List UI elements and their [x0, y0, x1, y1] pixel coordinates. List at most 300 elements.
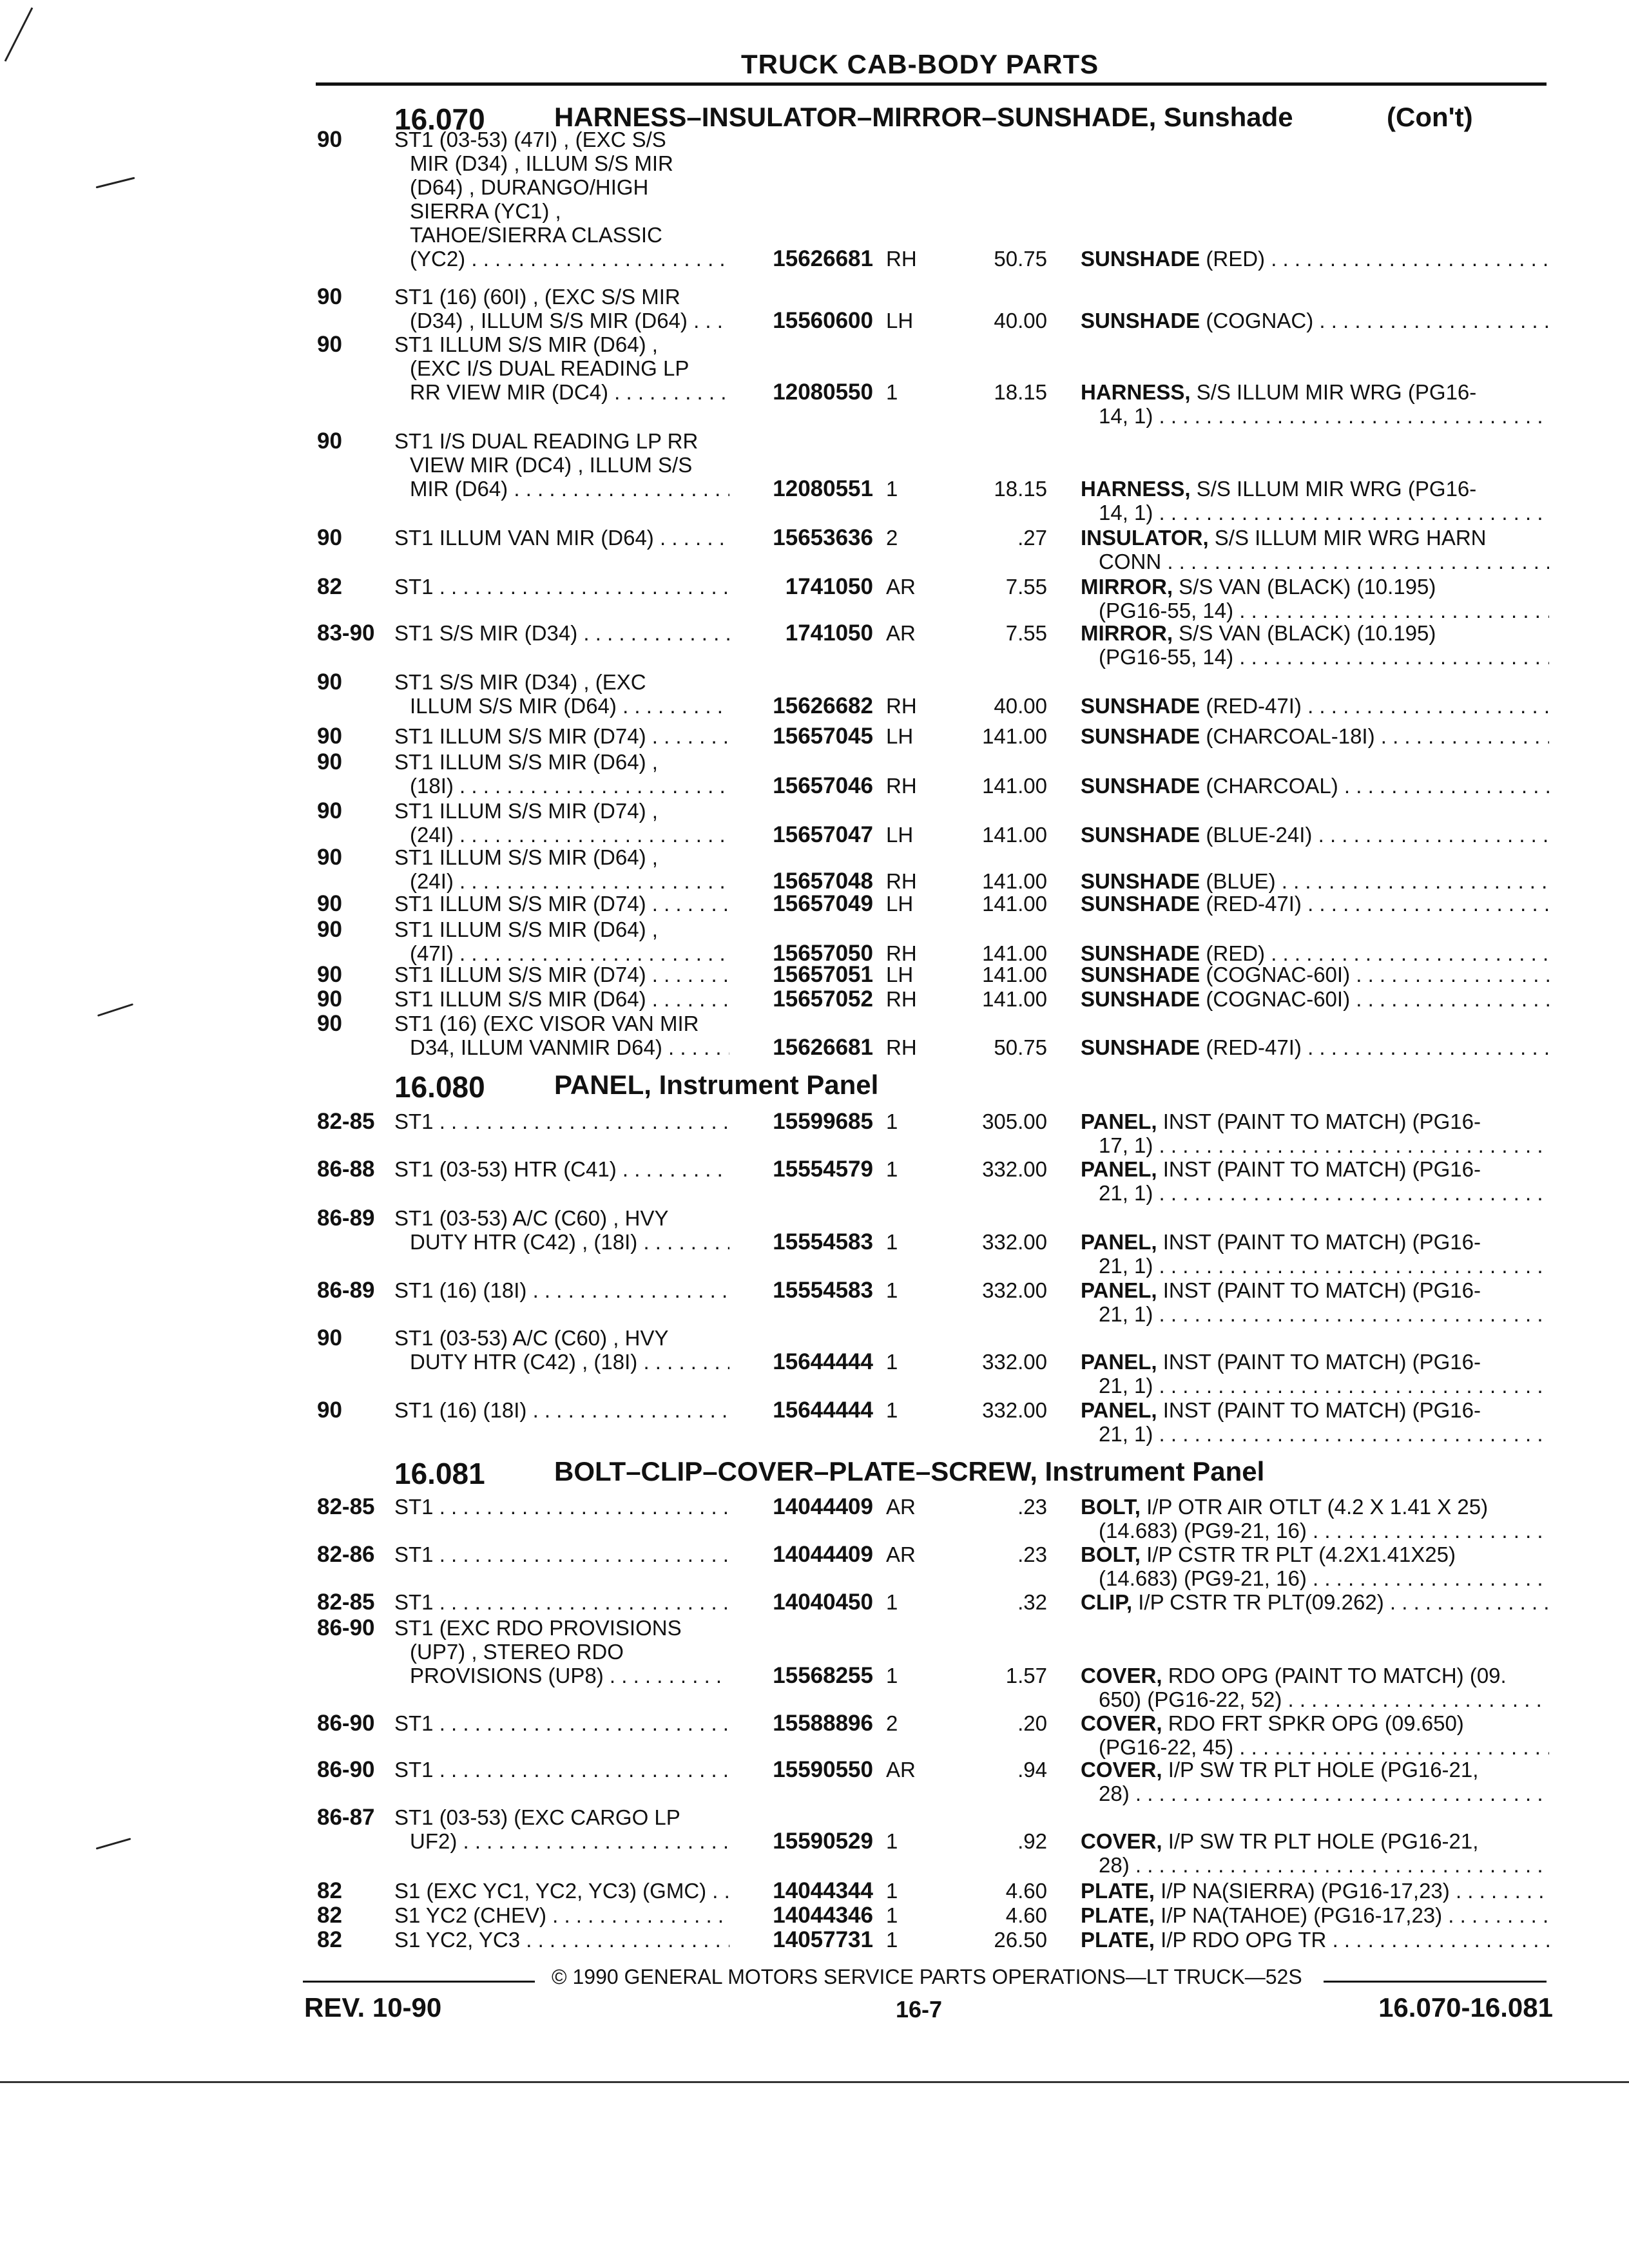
usage-line: ST1 ILLUM S/S MIR (D74) . . . — [394, 724, 729, 748]
quantity: RH — [886, 694, 917, 718]
model-year: 86-89 — [317, 1206, 375, 1231]
part-line — [1081, 1302, 1549, 1326]
usage-line: DUTY HTR (C42) , (18I) . . . — [394, 1230, 729, 1254]
usage-line: ST1 (03-53) A/C (C60) , HVY — [394, 1206, 669, 1230]
usage-line: ST1 (03-53) HTR (C41) . . . — [394, 1157, 729, 1181]
part-description — [1081, 621, 1549, 669]
usage-description — [394, 987, 729, 1011]
quantity: 1 — [886, 1664, 898, 1687]
part-text: (COGNAC-60I) — [1206, 963, 1351, 986]
model-year: 90 — [317, 962, 342, 987]
margin-mark — [96, 177, 135, 189]
part-number: 15657052 — [773, 986, 873, 1012]
part-text: (RED) — [1206, 247, 1266, 271]
part-line — [1081, 774, 1549, 798]
usage-line: DUTY HTR (C42) , (18I) . . . — [394, 1350, 729, 1374]
part-description — [1081, 1829, 1549, 1877]
part-number: 14044346 — [773, 1903, 873, 1928]
part-text: INST (PAINT TO MATCH) (PG16- — [1162, 1110, 1481, 1133]
quantity: AR — [886, 1495, 916, 1519]
part-text: 650) (PG16-22, 52) — [1099, 1687, 1282, 1711]
quantity: AR — [886, 1758, 916, 1782]
part-description — [1081, 1230, 1549, 1278]
part-keyword: PANEL, — [1081, 1350, 1157, 1374]
model-year: 90 — [317, 332, 342, 357]
unit-price: .23 — [1017, 1495, 1047, 1519]
part-description — [1081, 1035, 1549, 1059]
part-line — [1081, 1687, 1549, 1711]
usage-line: ST1 ILLUM S/S MIR (D64) , — [394, 918, 658, 941]
part-description — [1081, 987, 1549, 1011]
margin-mark — [97, 1003, 133, 1017]
section-title: HARNESS–INSULATOR–MIRROR–SUNSHADE, Sunshade — [554, 102, 1293, 132]
part-number: 15588896 — [773, 1711, 873, 1736]
usage-line: ST1 . . . — [394, 1495, 729, 1519]
part-text: (RED) — [1206, 941, 1266, 965]
model-year: 86-87 — [317, 1805, 375, 1830]
part-line — [1081, 823, 1549, 847]
part-keyword: PLATE, — [1081, 1903, 1155, 1927]
part-line — [1081, 694, 1549, 718]
part-line — [1081, 1928, 1549, 1952]
part-text: INST (PAINT TO MATCH) (PG16- — [1162, 1157, 1481, 1181]
part-keyword: SUNSHADE — [1081, 869, 1200, 893]
quantity: RH — [886, 1035, 917, 1059]
page-number: 16-7 — [896, 1996, 943, 2023]
part-line — [1081, 869, 1549, 893]
model-year: 86-89 — [317, 1278, 375, 1303]
part-keyword: PANEL, — [1081, 1398, 1157, 1422]
part-line — [1081, 1254, 1549, 1278]
usage-line: (24I) . . . — [394, 869, 729, 893]
part-description — [1081, 1903, 1549, 1927]
unit-price: 26.50 — [994, 1928, 1047, 1952]
unit-price: 50.75 — [994, 247, 1047, 271]
section-number: 16.070 — [394, 102, 485, 136]
part-number: 15644444 — [773, 1349, 873, 1374]
quantity: RH — [886, 941, 917, 965]
part-description — [1081, 724, 1549, 748]
part-keyword: PANEL, — [1081, 1110, 1157, 1133]
part-keyword: SUNSHADE — [1081, 694, 1200, 718]
part-text: S/S VAN (BLACK) (10.195) — [1179, 621, 1436, 645]
usage-line: (47I) . . . — [394, 941, 729, 965]
part-text: (BLUE) — [1206, 869, 1276, 893]
unit-price: .32 — [1017, 1590, 1047, 1614]
usage-line: S1 (EXC YC1, YC2, YC3) (GMC) . . . — [394, 1879, 729, 1903]
usage-description — [394, 1278, 729, 1302]
model-year: 82 — [317, 1927, 342, 1952]
footer-rule-right — [1324, 1981, 1547, 1983]
part-text: I/P SW TR PLT HOLE (PG16-21, — [1168, 1758, 1479, 1782]
usage-line: (18I) . . . — [394, 774, 729, 798]
part-text: S/S VAN (BLACK) (10.195) — [1179, 575, 1436, 599]
part-line — [1081, 621, 1549, 645]
part-line — [1081, 477, 1549, 501]
part-text: S/S ILLUM MIR WRG (PG16- — [1196, 380, 1477, 404]
part-line — [1081, 1853, 1549, 1877]
quantity: LH — [886, 823, 914, 847]
usage-line: ST1 (03-53) (EXC CARGO LP — [394, 1805, 680, 1829]
part-number: 15554583 — [773, 1229, 873, 1254]
quantity: RH — [886, 774, 917, 798]
part-line — [1081, 1350, 1549, 1374]
unit-price: 141.00 — [982, 823, 1047, 847]
unit-price: 40.00 — [994, 309, 1047, 332]
part-number: 15590550 — [773, 1757, 873, 1782]
model-year: 90 — [317, 749, 342, 774]
part-text: INST (PAINT TO MATCH) (PG16- — [1162, 1278, 1481, 1302]
usage-description — [394, 724, 729, 748]
part-line — [1081, 1782, 1549, 1805]
usage-line: D34, ILLUM VANMIR D64) . . . — [394, 1035, 729, 1059]
usage-line: (YC2) . . . — [394, 247, 729, 271]
part-text: I/P CSTR TR PLT(09.262) — [1138, 1590, 1384, 1614]
quantity: 1 — [886, 1157, 898, 1181]
part-number: 15657045 — [773, 724, 873, 749]
usage-description — [394, 621, 729, 645]
usage-line: VIEW MIR (DC4) , ILLUM S/S — [410, 453, 693, 477]
part-text: (PG16-55, 14) — [1099, 599, 1234, 622]
part-keyword: SUNSHADE — [1081, 247, 1200, 271]
quantity: AR — [886, 575, 916, 599]
section-header — [394, 1456, 1554, 1492]
part-description — [1081, 694, 1549, 718]
unit-price: 18.15 — [994, 477, 1047, 501]
quantity: AR — [886, 1542, 916, 1566]
model-year: 90 — [317, 428, 342, 454]
usage-line: ST1 ILLUM S/S MIR (D64) , — [394, 845, 658, 869]
usage-line: ST1 ILLUM VAN MIR (D64) . . . — [394, 526, 729, 550]
part-line — [1081, 645, 1549, 669]
title-rule — [316, 82, 1547, 86]
part-line — [1081, 1133, 1549, 1157]
part-description — [1081, 823, 1549, 847]
part-line — [1081, 380, 1549, 404]
part-line — [1081, 247, 1549, 271]
part-description — [1081, 941, 1549, 965]
unit-price: 141.00 — [982, 987, 1047, 1011]
usage-line: ILLUM S/S MIR (D64) . . . — [394, 694, 729, 718]
part-number: 12080550 — [773, 380, 873, 405]
quantity: 1 — [886, 1879, 898, 1903]
usage-description — [394, 429, 729, 501]
model-year: 82-85 — [317, 1494, 375, 1519]
part-number: 12080551 — [773, 476, 873, 501]
unit-price: 4.60 — [1005, 1879, 1047, 1903]
part-keyword: INSULATOR, — [1081, 526, 1209, 550]
part-line — [1081, 1711, 1549, 1735]
part-description — [1081, 1590, 1549, 1614]
part-keyword: MIRROR, — [1081, 575, 1173, 599]
part-line — [1081, 1590, 1549, 1614]
usage-line: ST1 S/S MIR (D34) , (EXC — [394, 670, 646, 694]
part-text: 21, 1) — [1099, 1374, 1153, 1398]
unit-price: 332.00 — [982, 1398, 1047, 1422]
part-text: 14, 1) — [1099, 501, 1153, 524]
part-text: (14.683) (PG9-21, 16) — [1099, 1519, 1307, 1542]
part-keyword: SUNSHADE — [1081, 1035, 1200, 1059]
part-number: 15568255 — [773, 1663, 873, 1688]
part-line — [1081, 1278, 1549, 1302]
usage-description — [394, 332, 729, 404]
part-text: I/P SW TR PLT HOLE (PG16-21, — [1168, 1829, 1479, 1853]
unit-price: 141.00 — [982, 963, 1047, 986]
unit-price: 332.00 — [982, 1157, 1047, 1181]
part-number: 15657047 — [773, 822, 873, 847]
part-number: 15653636 — [773, 525, 873, 550]
usage-description — [394, 918, 729, 965]
quantity: 1 — [886, 1590, 898, 1614]
usage-line: ST1 (03-53) (47I) , (EXC S/S — [394, 128, 666, 151]
part-number: 14040450 — [773, 1590, 873, 1615]
unit-price: 332.00 — [982, 1350, 1047, 1374]
part-line — [1081, 575, 1549, 599]
part-text: INST (PAINT TO MATCH) (PG16- — [1162, 1230, 1481, 1254]
usage-line: ST1 (16) (60I) , (EXC S/S MIR — [394, 285, 680, 309]
section-range: 16.070-16.081 — [1378, 1992, 1553, 2023]
usage-line: ST1 . . . — [394, 1711, 729, 1735]
part-text: (COGNAC-60I) — [1206, 987, 1351, 1011]
part-keyword: COVER, — [1081, 1758, 1162, 1782]
part-line — [1081, 1181, 1549, 1205]
part-number: 1741050 — [785, 620, 873, 646]
part-number: 15554583 — [773, 1278, 873, 1303]
unit-price: 40.00 — [994, 694, 1047, 718]
part-line — [1081, 892, 1549, 916]
part-keyword: PLATE, — [1081, 1928, 1155, 1952]
part-line — [1081, 1495, 1549, 1519]
quantity: LH — [886, 309, 914, 332]
unit-price: .27 — [1017, 526, 1047, 550]
usage-line: ST1 ILLUM S/S MIR (D64) , — [394, 750, 658, 774]
unit-price: .20 — [1017, 1711, 1047, 1735]
part-text: (RED-47I) — [1206, 694, 1302, 718]
part-line — [1081, 1374, 1549, 1398]
part-number: 15626682 — [773, 693, 873, 718]
quantity: LH — [886, 892, 914, 916]
unit-price: .94 — [1017, 1758, 1047, 1782]
part-text: S/S ILLUM MIR WRG (PG16- — [1196, 477, 1477, 501]
part-text: (COGNAC) — [1206, 309, 1314, 332]
model-year: 82 — [317, 1878, 342, 1903]
usage-description — [394, 1928, 729, 1952]
part-text: (BLUE-24I) — [1206, 823, 1313, 847]
part-text: INST (PAINT TO MATCH) (PG16- — [1162, 1350, 1481, 1374]
usage-line: S1 YC2, YC3 . . . — [394, 1928, 729, 1952]
part-number: 15657050 — [773, 941, 873, 966]
unit-price: .23 — [1017, 1542, 1047, 1566]
part-number: 14044409 — [773, 1494, 873, 1519]
usage-line: ST1 (16) (18I) . . . — [394, 1398, 729, 1422]
page-title: TRUCK CAB-BODY PARTS — [741, 49, 1099, 79]
part-keyword: SUNSHADE — [1081, 987, 1200, 1011]
part-keyword: PANEL, — [1081, 1230, 1157, 1254]
model-year: 82-86 — [317, 1542, 375, 1567]
part-text: I/P NA(TAHOE) (PG16-17,23) — [1161, 1903, 1443, 1927]
part-text: RDO OPG (PAINT TO MATCH) (09. — [1168, 1664, 1507, 1687]
usage-description — [394, 892, 729, 916]
section-continued: (Con't) — [1387, 102, 1473, 132]
part-description — [1081, 892, 1549, 916]
part-description — [1081, 526, 1549, 573]
scan-edge-line — [0, 2081, 1629, 2083]
section-title: BOLT–CLIP–COVER–PLATE–SCREW, Instrument Panel — [554, 1456, 1265, 1486]
part-keyword: BOLT, — [1081, 1542, 1141, 1566]
part-keyword: MIRROR, — [1081, 621, 1173, 645]
part-number: 14057731 — [773, 1927, 873, 1952]
part-text: 28) — [1099, 1853, 1130, 1877]
part-description — [1081, 963, 1549, 986]
part-text: (PG16-55, 14) — [1099, 645, 1234, 669]
usage-line: ST1 . . . — [394, 1590, 729, 1614]
part-text: 14, 1) — [1099, 404, 1153, 428]
part-line — [1081, 501, 1549, 524]
usage-description — [394, 1711, 729, 1735]
part-line — [1081, 724, 1549, 748]
quantity: 2 — [886, 526, 898, 550]
part-description — [1081, 774, 1549, 798]
part-text: S/S ILLUM MIR WRG HARN — [1214, 526, 1487, 550]
usage-line: S1 YC2 (CHEV) . . . — [394, 1903, 729, 1927]
part-number: 15657051 — [773, 962, 873, 987]
part-line — [1081, 1035, 1549, 1059]
unit-price: 141.00 — [982, 774, 1047, 798]
part-number: 15560600 — [773, 308, 873, 333]
model-year: 90 — [317, 525, 342, 550]
usage-line: SIERRA (YC1) , — [410, 199, 561, 223]
part-line — [1081, 963, 1549, 986]
usage-description — [394, 1206, 729, 1254]
usage-line: ST1 S/S MIR (D34) . . . — [394, 621, 729, 645]
part-keyword: HARNESS, — [1081, 380, 1191, 404]
unit-price: 141.00 — [982, 892, 1047, 916]
usage-line: (D64) , DURANGO/HIGH — [410, 175, 649, 199]
part-text: RDO FRT SPKR OPG (09.650) — [1168, 1711, 1464, 1735]
part-description — [1081, 1664, 1549, 1711]
part-text: (RED-47I) — [1206, 1035, 1302, 1059]
part-line — [1081, 1664, 1549, 1687]
usage-line: MIR (D34) , ILLUM S/S MIR — [410, 151, 673, 175]
unit-price: 141.00 — [982, 869, 1047, 893]
part-number: 14044409 — [773, 1542, 873, 1567]
part-description — [1081, 1157, 1549, 1205]
usage-description — [394, 1157, 729, 1181]
part-text: I/P RDO OPG TR — [1161, 1928, 1327, 1952]
part-description — [1081, 477, 1549, 524]
usage-line: ST1 (03-53) A/C (C60) , HVY — [394, 1326, 669, 1350]
unit-price: 141.00 — [982, 941, 1047, 965]
part-line — [1081, 987, 1549, 1011]
part-text: (PG16-22, 45) — [1099, 1735, 1234, 1759]
part-description — [1081, 575, 1549, 622]
part-keyword: CLIP, — [1081, 1590, 1133, 1614]
model-year: 82 — [317, 574, 342, 599]
part-number: 15657048 — [773, 869, 873, 894]
section-number: 16.080 — [394, 1070, 485, 1104]
revision-label: REV. 10-90 — [304, 1992, 442, 2023]
part-keyword: SUNSHADE — [1081, 963, 1200, 986]
part-description — [1081, 1758, 1549, 1805]
section-header — [394, 1070, 1554, 1106]
quantity: LH — [886, 963, 914, 986]
part-line — [1081, 1230, 1549, 1254]
usage-description — [394, 575, 729, 599]
part-line — [1081, 526, 1549, 550]
model-year: 90 — [317, 891, 342, 916]
usage-description — [394, 963, 729, 986]
model-year: 86-90 — [317, 1757, 375, 1782]
scan-stroke-mark — [0, 0, 52, 71]
usage-line: (24I) . . . — [394, 823, 729, 847]
usage-description — [394, 750, 729, 798]
part-text: (RED-47I) — [1206, 892, 1302, 916]
usage-description — [394, 128, 729, 271]
usage-line: RR VIEW MIR (DC4) . . . — [394, 380, 729, 404]
usage-line: TAHOE/SIERRA CLASSIC — [410, 223, 662, 247]
usage-description — [394, 1495, 729, 1519]
unit-price: 305.00 — [982, 1110, 1047, 1133]
model-year: 90 — [317, 1398, 342, 1423]
usage-line: ST1 (EXC RDO PROVISIONS — [394, 1616, 682, 1640]
usage-line: ST1 . . . — [394, 1758, 729, 1782]
part-text: 21, 1) — [1099, 1422, 1153, 1446]
quantity: 1 — [886, 1398, 898, 1422]
model-year: 86-88 — [317, 1157, 375, 1182]
model-year: 90 — [317, 284, 342, 309]
part-keyword: COVER, — [1081, 1711, 1162, 1735]
part-keyword: SUNSHADE — [1081, 892, 1200, 916]
part-number: 15599685 — [773, 1109, 873, 1134]
usage-description — [394, 1110, 729, 1133]
part-description — [1081, 1928, 1549, 1952]
usage-line: ST1 . . . — [394, 1542, 729, 1566]
model-year: 90 — [317, 1011, 342, 1036]
unit-price: 141.00 — [982, 724, 1047, 748]
part-number: 15590529 — [773, 1829, 873, 1854]
unit-price: 1.57 — [1005, 1664, 1047, 1687]
usage-description — [394, 1805, 729, 1853]
part-keyword: BOLT, — [1081, 1495, 1141, 1519]
part-keyword: HARNESS, — [1081, 477, 1191, 501]
part-number: 15657046 — [773, 773, 873, 798]
part-keyword: SUNSHADE — [1081, 941, 1200, 965]
part-keyword: PANEL, — [1081, 1157, 1157, 1181]
unit-price: 7.55 — [1005, 575, 1047, 599]
quantity: 1 — [886, 1230, 898, 1254]
part-number: 15644444 — [773, 1398, 873, 1423]
part-number: 15657049 — [773, 891, 873, 916]
usage-line: ST1 I/S DUAL READING LP RR — [394, 429, 699, 453]
part-description — [1081, 1495, 1549, 1542]
part-line — [1081, 404, 1549, 428]
part-keyword: COVER, — [1081, 1664, 1162, 1687]
part-text: I/P OTR AIR OTLT (4.2 X 1.41 X 25) — [1146, 1495, 1489, 1519]
part-description — [1081, 1350, 1549, 1398]
usage-description — [394, 670, 729, 718]
part-text: 21, 1) — [1099, 1181, 1153, 1205]
part-line — [1081, 1735, 1549, 1759]
part-keyword: COVER, — [1081, 1829, 1162, 1853]
part-keyword: SUNSHADE — [1081, 724, 1200, 748]
usage-description — [394, 1012, 729, 1059]
model-year: 82-85 — [317, 1109, 375, 1134]
quantity: LH — [886, 724, 914, 748]
part-keyword: SUNSHADE — [1081, 309, 1200, 332]
model-year: 83-90 — [317, 620, 375, 646]
part-text: I/P CSTR TR PLT (4.2X1.41X25) — [1146, 1542, 1456, 1566]
part-text: 21, 1) — [1099, 1302, 1153, 1326]
